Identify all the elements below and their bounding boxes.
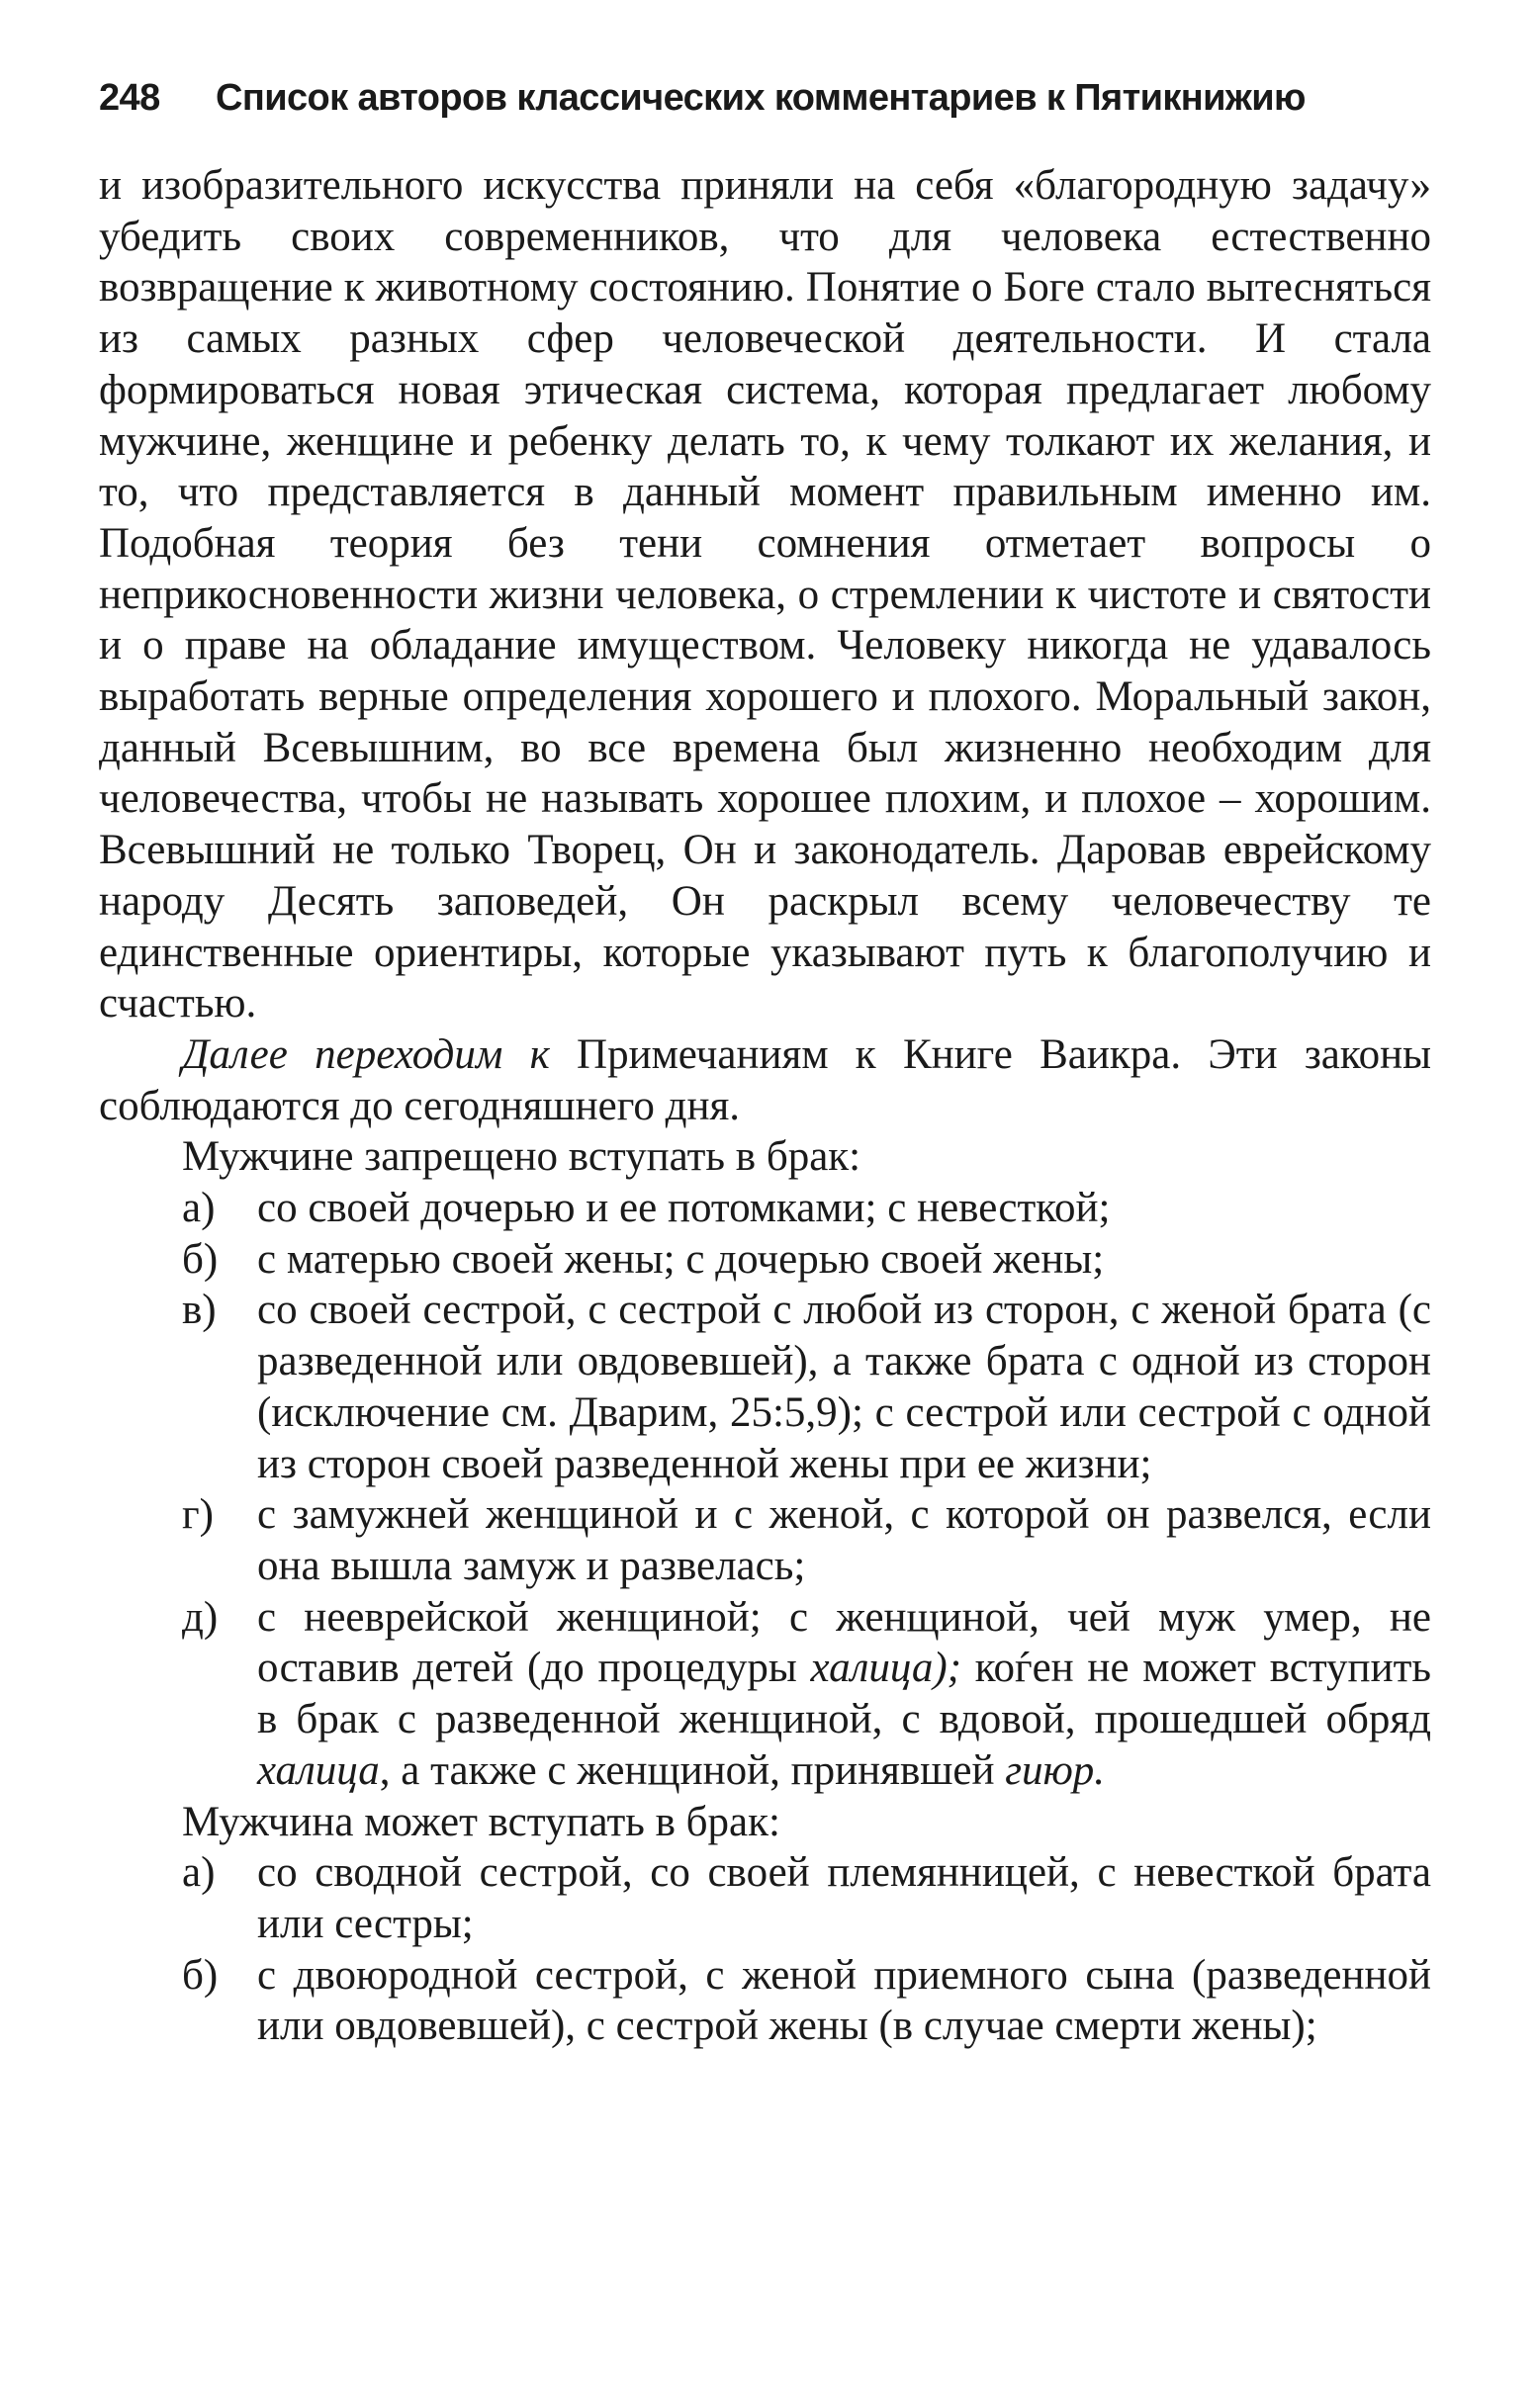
italic-term: гиюр. <box>1005 1746 1106 1794</box>
italic-term: халица <box>257 1746 380 1794</box>
forbidden-intro: Мужчине запрещено вступать в брак: <box>182 1133 861 1181</box>
list-marker: б) <box>182 1235 219 1283</box>
list-item <box>99 1234 1431 1286</box>
list-item <box>99 1592 1431 1797</box>
list-item <box>99 1285 1431 1489</box>
allowed-list <box>99 1847 1431 2052</box>
running-title: Список авторов классических комментариев к Пятикнижию <box>216 77 1306 119</box>
list-item <box>99 1489 1431 1591</box>
list-item <box>99 1950 1431 2052</box>
allowed-intro: Мужчина может вступать в брак: <box>182 1798 780 1845</box>
list-item-text: коѓен не может вступить в брак с разведенной женщиной, с вдовой, прошедшей обряд <box>257 1645 1431 1743</box>
italic-term: халица); <box>810 1645 961 1692</box>
italic-lead-in: Далее переходим к <box>182 1030 550 1078</box>
list-marker: в) <box>182 1287 217 1334</box>
paragraph-transition-text: Примечаниям к Книге Ваикра. Эти законы соблюдаются до сегодняшнего дня. <box>99 1030 1431 1129</box>
list-item-text: с матерью своей жены; с дочерью своей жены; <box>257 1235 1105 1283</box>
list-marker: б) <box>182 1951 219 1999</box>
list-item-text: с замужней женщиной и с женой, с которой он развелся, если она вышла замуж и развелась; <box>257 1491 1431 1589</box>
paragraph-continued: и изобразительного искусства приняли на себя «благородную задачу» убедить своих современников, что для человека естественно возвращение к животному состоянию. Понятие о Боге стало вытесняться из самых разных сфер человеческой деятельности. И стала формироваться новая этическая система, которая предлагает любому мужчине, женщине и ребенку делать то, к чему толкают их желания, и то, что представляется в данный момент правильным именно им. Подобная теория без тени сомнения отметает вопросы о неприкосновенности жизни человека, о стремлении к чистоте и святости и о праве на обладание имуществом. Человеку никогда не удавалось выработать верные определения хорошего и плохого. Моральный закон, данный Всевышним, во все времена был жизненно необходим для человечества, чтобы не называть хорошее плохим, и плохое – хорошим. Всевышний не только Творец, Он и законодатель. Даровав еврейскому народу Десять заповедей, Он раскрыл всему человечеству те единственные ориентиры, которые указывают путь к благополучию и счастью. <box>99 162 1431 1027</box>
list-marker: г) <box>182 1491 214 1539</box>
list-marker: д) <box>182 1593 219 1641</box>
paragraph-transition <box>99 1029 1431 1131</box>
running-header <box>99 63 1444 133</box>
list-item-text: , а также с женщиной, принявшей <box>379 1746 1006 1794</box>
forbidden-list <box>99 1183 1431 1796</box>
list-item-text: со сводной сестрой, со своей племянницей, с невесткой брата или сестры; <box>257 1849 1431 1947</box>
list-marker: а) <box>182 1849 216 1897</box>
list-item <box>99 1183 1431 1234</box>
list-item <box>99 1847 1431 1949</box>
page-number: 248 <box>99 77 160 119</box>
list-marker: а) <box>182 1185 216 1232</box>
list-item-text: со своей сестрой, с сестрой с любой из сторон, с женой брата (с разведенной или овдовевшей), а также брата с одной из сторон (исключение см. Дварим, 25:5,9); с сестрой или сестрой с одной из сторон своей разведенной жены при ее жизни; <box>257 1287 1431 1487</box>
list-item-text: со своей дочерью и ее потомками; с невесткой; <box>257 1185 1111 1232</box>
list-item-text: с двоюродной сестрой, с женой приемного сына (разведенной или овдовевшей), с сестрой жены (в случае смерти жены); <box>257 1951 1431 2050</box>
list-item-text: с нееврейской женщиной; с женщиной, чей муж умер, не оставив детей (до процедуры <box>257 1593 1431 1692</box>
page-body <box>99 160 1431 2052</box>
